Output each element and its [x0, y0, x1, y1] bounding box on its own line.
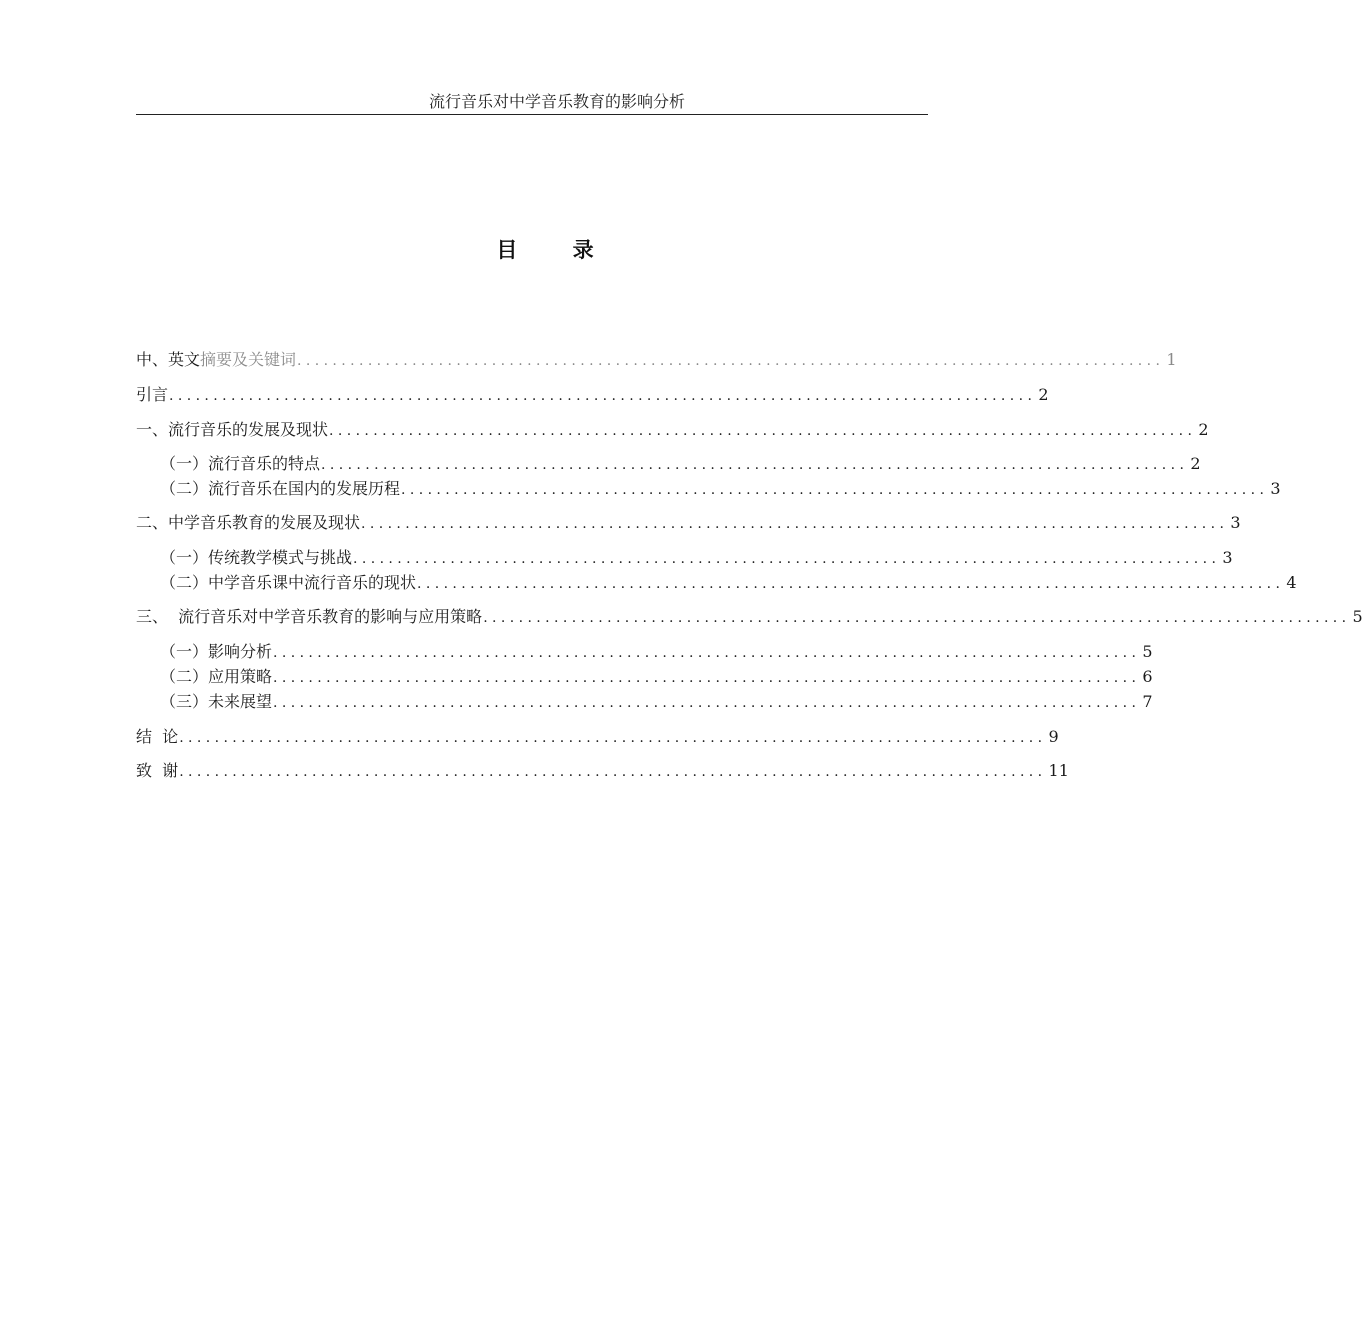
toc-entry-chapter-1[interactable]: [136, 418, 1209, 442]
toc-dot-leader: ..................................................................................................: [297, 353, 1165, 369]
toc-entry-label: （一）流行音乐的特点: [160, 454, 321, 473]
toc-dot-leader: ..................................................................................................: [417, 576, 1285, 592]
toc-entry-label: （一）影响分析: [160, 642, 273, 661]
toc-entry-page: 3: [1222, 548, 1233, 567]
running-header-title: 流行音乐对中学音乐教育的影响分析: [428, 92, 685, 111]
toc-entry-label: 结 论: [136, 727, 179, 746]
toc-entry-abstract[interactable]: [136, 348, 1177, 372]
toc-entry-prefix: 中、英文: [136, 350, 201, 369]
toc-entry-label: 二、中学音乐教育的发展及现状: [136, 513, 361, 532]
toc-entry-page: 5: [1352, 607, 1363, 626]
toc-entry-label-rest: 摘要及关键词: [200, 350, 297, 369]
toc-entry-label: [136, 348, 296, 372]
toc-dot-leader: ..................................................................................................: [273, 695, 1141, 711]
toc-entry-label: 一、流行音乐的发展及现状: [136, 420, 329, 439]
toc-entry-chapter-2[interactable]: [136, 511, 1241, 535]
toc-entry-label: 引言: [136, 385, 169, 404]
toc-entry-page: 6: [1142, 667, 1153, 686]
toc-dot-leader: ..................................................................................................: [179, 764, 1047, 780]
toc-dot-leader: ..................................................................................................: [273, 645, 1141, 661]
toc-entry-label: （三）未来展望: [160, 692, 273, 711]
toc-entry-label: （二）应用策略: [160, 667, 273, 686]
toc-entry-section-2-1[interactable]: [160, 546, 1233, 570]
toc-dot-leader: ..................................................................................................: [483, 610, 1351, 626]
toc-entry-intro[interactable]: [136, 383, 1049, 407]
toc-entry-page: 3: [1270, 479, 1281, 498]
toc-dot-leader: ..................................................................................................: [353, 551, 1221, 567]
toc-entry-section-1-2[interactable]: [160, 477, 1281, 501]
toc-entry-section-1-1[interactable]: [160, 452, 1201, 476]
toc-dot-leader: ..................................................................................................: [169, 388, 1037, 404]
toc-dot-leader: ..................................................................................................: [361, 516, 1229, 532]
toc-entry-section-3-3[interactable]: [160, 690, 1153, 714]
toc-entry-section-3-1[interactable]: [160, 640, 1153, 664]
toc-entry-page: 11: [1048, 761, 1069, 780]
running-header: [136, 91, 928, 115]
toc-entry-label: 致 谢: [136, 761, 179, 780]
toc-entry-page: 1: [1166, 350, 1177, 369]
toc-entry-label: 三、 流行音乐对中学音乐教育的影响与应用策略: [136, 607, 483, 626]
toc-entry-page: 9: [1048, 727, 1059, 746]
toc-entry-conclusion[interactable]: [136, 725, 1059, 749]
toc-entry-section-2-2[interactable]: [160, 571, 1297, 595]
toc-entry-acknowledgements[interactable]: [136, 759, 1069, 783]
toc-entry-page: 2: [1190, 454, 1201, 473]
toc-dot-leader: ..................................................................................................: [321, 457, 1189, 473]
toc-entry-page: 2: [1198, 420, 1209, 439]
toc-entry-section-3-2[interactable]: [160, 665, 1153, 689]
toc-entry-label: （一）传统教学模式与挑战: [160, 548, 353, 567]
toc-entry-label: （二）流行音乐在国内的发展历程: [160, 479, 401, 498]
toc-dot-leader: ..................................................................................................: [273, 670, 1141, 686]
toc-title: 目 录: [496, 238, 618, 262]
toc-entry-page: 2: [1038, 385, 1049, 404]
toc-entry-page: 3: [1230, 513, 1241, 532]
toc-dot-leader: ..................................................................................................: [329, 423, 1197, 439]
toc-entry-label: （二）中学音乐课中流行音乐的现状: [160, 573, 417, 592]
toc-entry-page: 7: [1142, 692, 1153, 711]
toc-dot-leader: ..................................................................................................: [179, 730, 1047, 746]
toc-entry-page: 5: [1142, 642, 1153, 661]
toc-dot-leader: ..................................................................................................: [401, 482, 1269, 498]
toc-entry-chapter-3[interactable]: [136, 605, 1363, 629]
toc-entry-page: 4: [1286, 573, 1297, 592]
